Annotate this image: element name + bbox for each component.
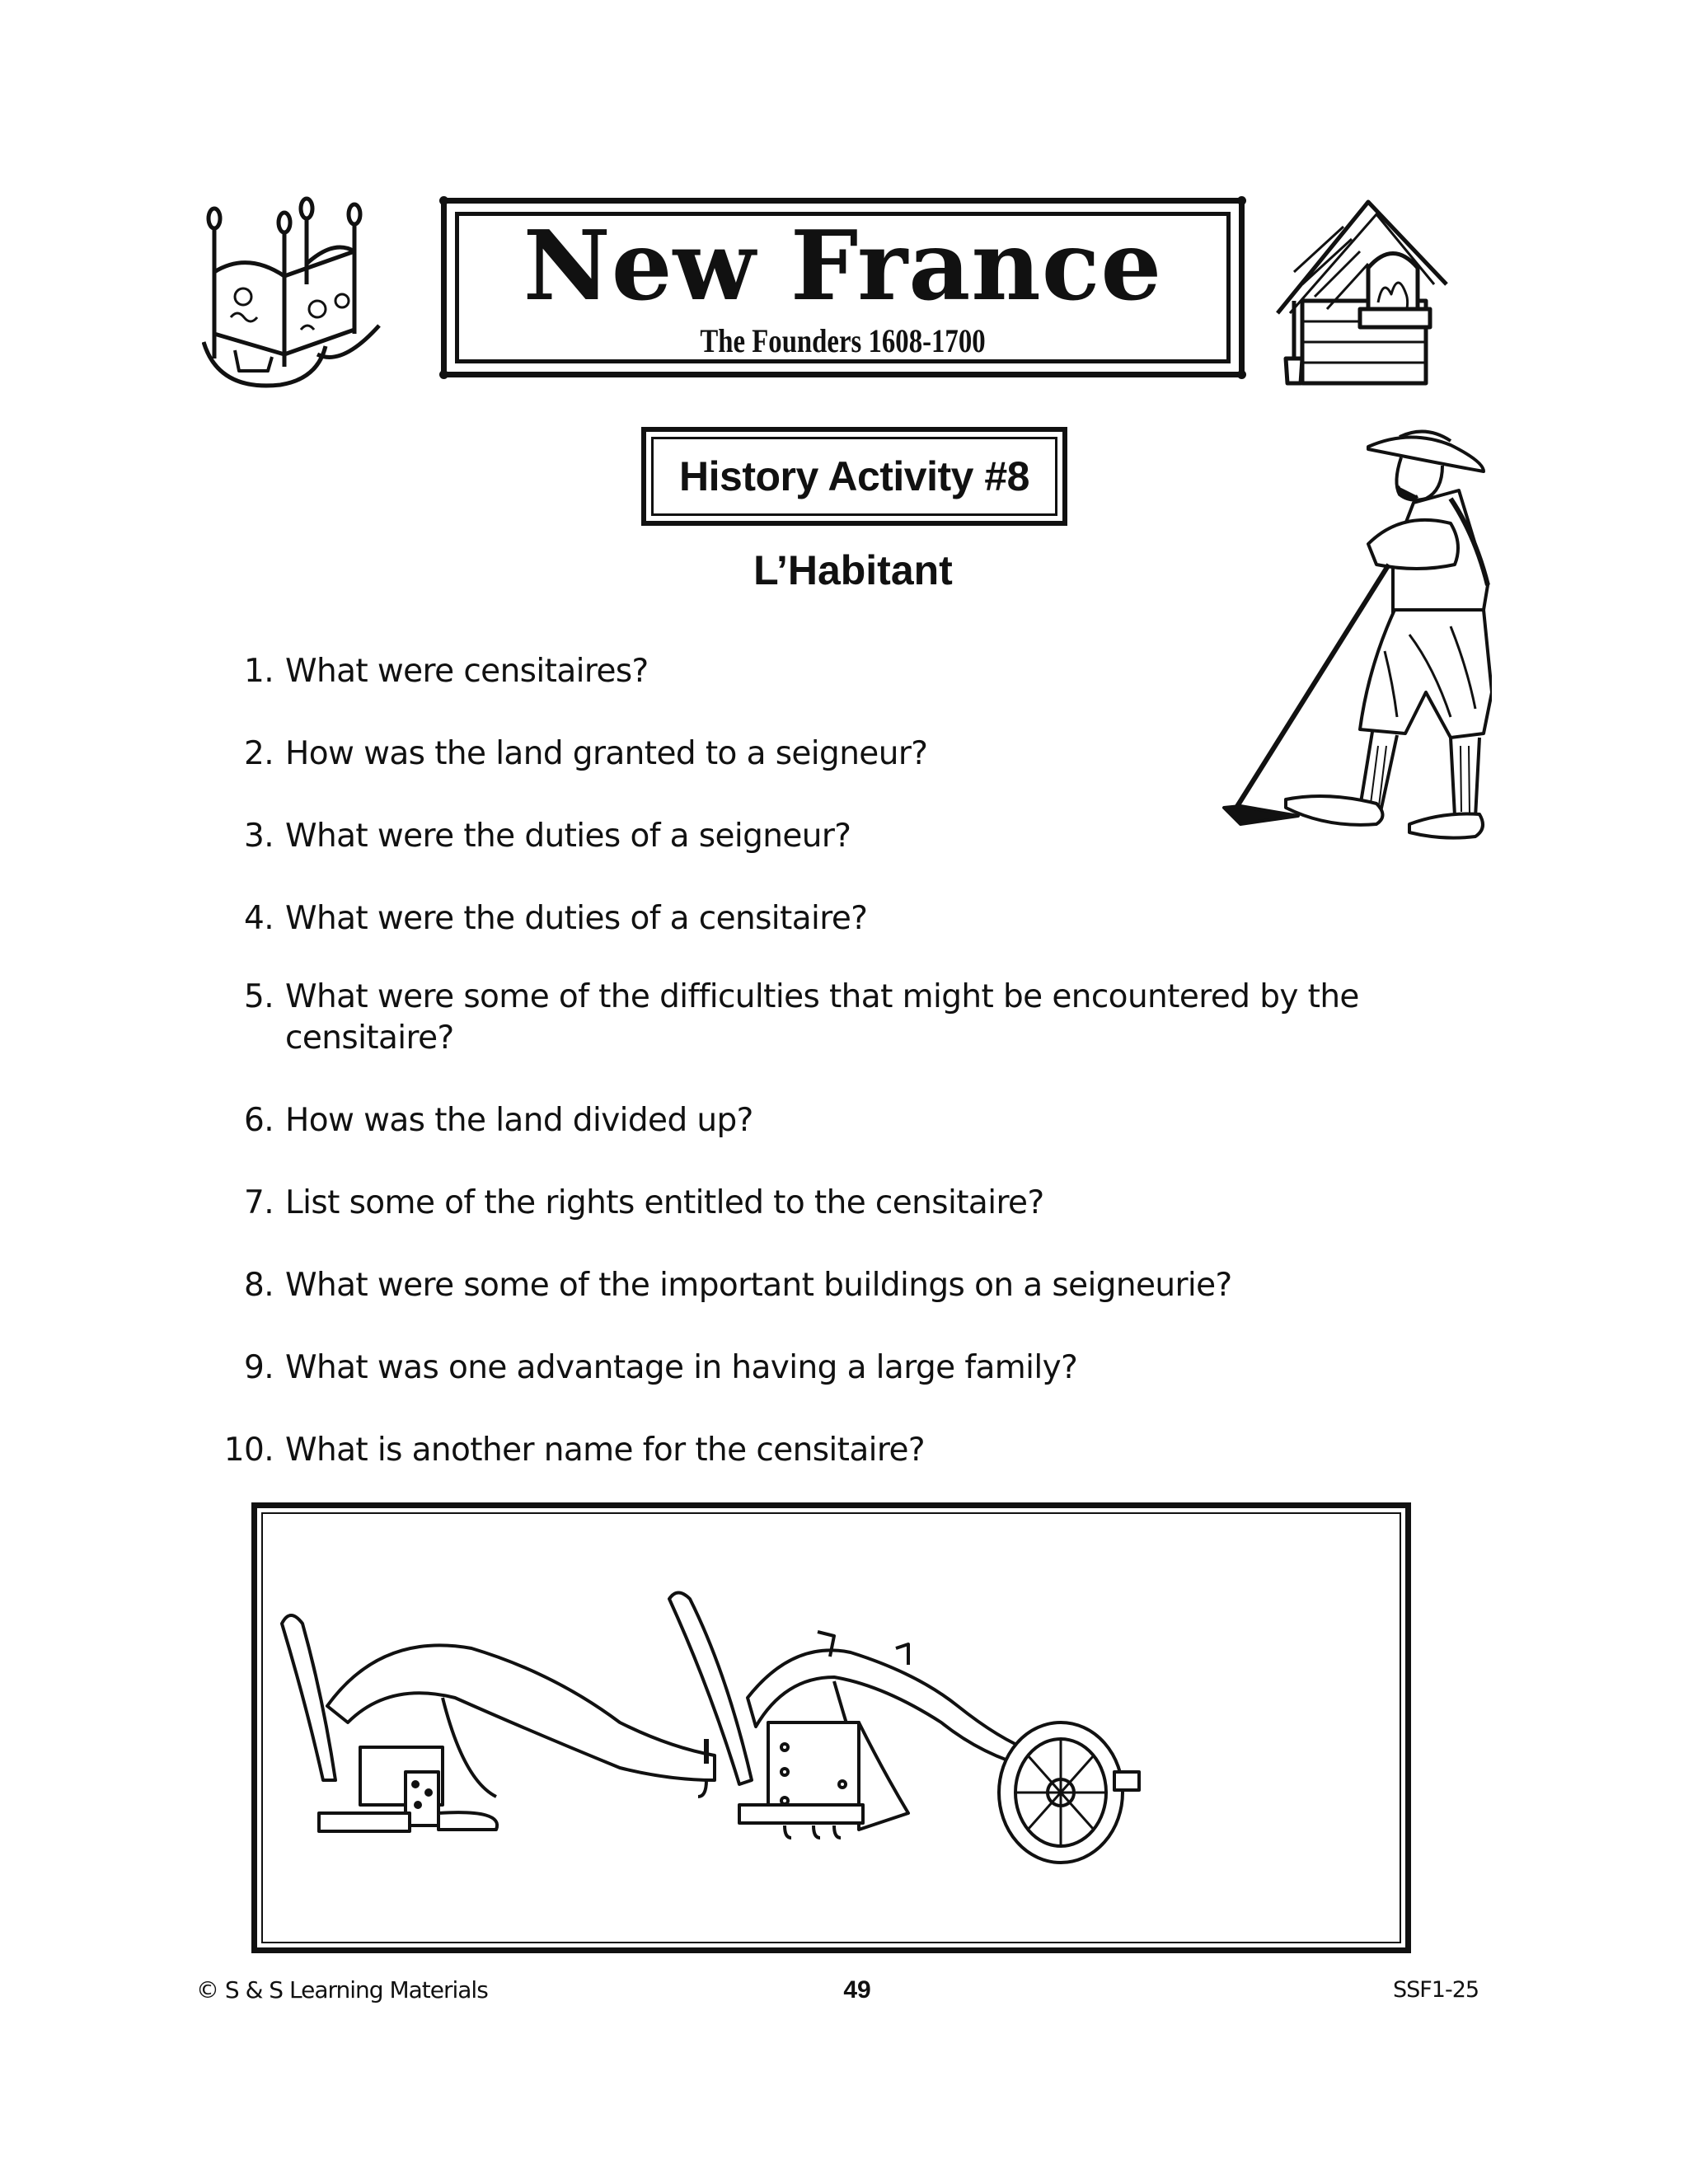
- question-number: 4.: [243, 900, 274, 937]
- bread-oven-illustration: [1269, 194, 1484, 387]
- question-item: [214, 816, 1467, 857]
- page-title: New France: [523, 210, 1163, 322]
- question-text: List some of the rights entitled to the censitaire?: [285, 1184, 1044, 1221]
- question-text: What is another name for the censitaire?: [285, 1432, 925, 1469]
- cradle-illustration: [202, 194, 424, 391]
- page-subtitle: The Founders 1608-1700: [700, 322, 986, 359]
- question-text: What were censitaires?: [285, 653, 649, 690]
- question-number: 5.: [243, 978, 274, 1015]
- plow-figure-frame: [251, 1502, 1411, 1953]
- corner-dot-icon: [1237, 196, 1246, 205]
- copyright-text: © S & S Learning Materials: [196, 1976, 488, 2004]
- question-text: How was the land granted to a seigneur?: [285, 735, 928, 772]
- question-text: What was one advantage in having a large family?: [285, 1349, 1078, 1386]
- two-plows-illustration: [257, 1508, 1405, 1947]
- plow-right-icon: [669, 1593, 1139, 1863]
- question-item: [214, 1265, 1467, 1306]
- question-number: 3.: [243, 818, 274, 855]
- question-number: 8.: [243, 1267, 274, 1304]
- question-number: 1.: [243, 653, 274, 690]
- corner-dot-icon: [439, 370, 448, 379]
- habitant-farmer-illustration: [1203, 420, 1492, 964]
- corner-dot-icon: [1237, 370, 1246, 379]
- question-item: [214, 1183, 1467, 1224]
- title-banner: [441, 198, 1245, 377]
- question-text: What were some of the important buildings on a seigneurie?: [285, 1267, 1232, 1304]
- question-text: What were the duties of a seigneur?: [285, 818, 851, 855]
- topic-heading: L’Habitant: [753, 547, 953, 593]
- question-item: [214, 1430, 1467, 1471]
- question-number: 7.: [243, 1184, 274, 1221]
- question-item: [214, 733, 1467, 775]
- corner-dot-icon: [439, 196, 448, 205]
- product-code: SSF1-25: [1393, 1977, 1479, 2003]
- activity-label: History Activity #8: [679, 453, 1029, 499]
- question-item: [214, 898, 1467, 940]
- page-number: 49: [843, 1976, 871, 2004]
- question-number: 10.: [223, 1432, 274, 1469]
- question-item: [214, 651, 1467, 692]
- question-number: 2.: [243, 735, 274, 772]
- question-item: [214, 1100, 1467, 1141]
- question-text: What were some of the difficulties that might be encountered by the censitaire?: [285, 978, 1359, 1057]
- plow-left-icon: [282, 1615, 715, 1831]
- question-text: What were the duties of a censitaire?: [285, 900, 868, 937]
- activity-label-inner: [651, 437, 1057, 516]
- question-number: 9.: [243, 1349, 274, 1386]
- question-item: [214, 1347, 1467, 1389]
- question-text: How was the land divided up?: [285, 1102, 753, 1139]
- activity-label-box: [641, 427, 1067, 526]
- question-item: [214, 977, 1451, 1059]
- question-number: 6.: [243, 1102, 274, 1139]
